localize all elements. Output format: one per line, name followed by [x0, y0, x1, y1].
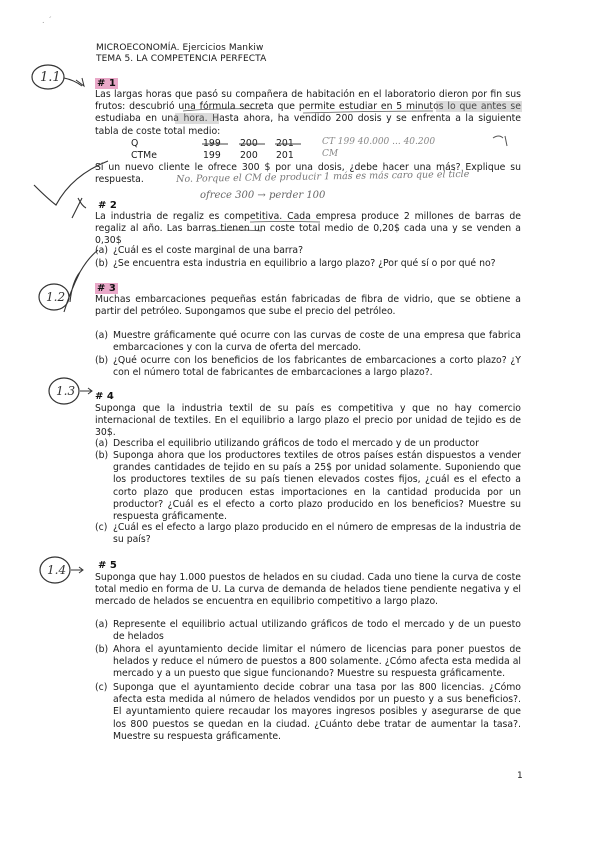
- handwritten-margin-4: 1.3: [56, 384, 76, 398]
- exercise-4-statement: Suponga que la industria textil de su país es competitiva y que no hay comercio internacional de textiles. En el equilibrio a largo plazo el precio por unidad de tejido es de 30$.: [95, 403, 521, 439]
- exercise-2-number: # 2: [98, 200, 117, 211]
- corner-mark: . ´: [42, 16, 52, 25]
- highlight: [175, 113, 219, 124]
- table-cell: 201: [276, 138, 294, 149]
- margin-circle: [49, 378, 79, 404]
- margin-arrow: [80, 388, 92, 394]
- topic-title: TEMA 5. LA COMPETENCIA PERFECTA: [96, 54, 267, 64]
- course-title: MICROECONOMÍA. Ejercicios Mankiw: [96, 43, 264, 53]
- exercise-5-statement: Suponga que hay 1.000 puestos de helados en su ciudad. Cada uno tiene la curva de coste total medio en forma de U. La curva de demanda de helados tiene pendiente negativa y el mercado de helados se encuentra en equilibrio competitivo a largo plazo.: [95, 572, 521, 608]
- highlight: [436, 101, 522, 112]
- table-cell: 201: [276, 150, 294, 161]
- table-label-q: Q: [131, 138, 139, 149]
- page-number: 1: [517, 771, 523, 781]
- exercise-3-statement: Muchas embarcaciones pequeñas están fabricadas de fibra de vidrio, que se obtiene a partir del petróleo. Supongamos que sube el precio del petróleo.: [95, 294, 521, 318]
- table-cell: 199: [203, 138, 221, 149]
- table-label-ctme: CTMe: [131, 150, 157, 161]
- handwritten-cm-note: CM: [322, 149, 339, 159]
- exercise-1-statement: Las largas horas que pasó su compañera de habitación en el laboratorio dieron por fin sus frutos: descubrió una fórmula secreta que permite estudiar en 5 minutos lo que antes se estudiaba en una hora. Hasta ahora, ha vendido 200 dosis y se enfrenta a la siguiente tabla de coste total medio:: [95, 89, 521, 137]
- cross-mark: [72, 198, 86, 218]
- margin-circle: [40, 557, 70, 583]
- handwritten-answer-line2: ofrece 300 → perder 100: [200, 190, 326, 201]
- exercise-1-number: # 1: [97, 78, 116, 89]
- margin-arrow: [64, 78, 84, 86]
- margin-scribble: [64, 250, 98, 312]
- handwritten-margin-3: 1.2: [46, 290, 66, 304]
- handwritten-ct-note: CT 199 40.000 ... 40.200: [322, 137, 436, 147]
- handwritten-margin-1: 1.1: [40, 70, 61, 85]
- scribble: [493, 136, 507, 146]
- check-mark: [34, 161, 108, 205]
- table-cell: 200: [240, 138, 258, 149]
- underline: [212, 222, 320, 232]
- exercise-1-question: Si un nuevo cliente le ofrece 300 $ por una dosis, ¿debe hacer una más? Explique su respuesta.: [95, 162, 521, 186]
- margin-circle: [32, 65, 64, 89]
- table-cell: 199: [203, 150, 221, 161]
- table-cell: 200: [240, 150, 258, 161]
- exercise-5-number: # 5: [98, 560, 117, 571]
- exercise-4-number: # 4: [95, 391, 114, 402]
- handwritten-margin-5: 1.4: [47, 563, 67, 577]
- document-page: MICROECONOMÍA. Ejercicios Mankiw TEMA 5. LA COMPETENCIA PERFECTA # 1 Las largas horas que pasó su compañera de habitación en el laboratorio dieron por fin sus frutos: descubrió una fórmula secreta que permite estudiar en 5 minutos lo que antes se estudiaba en una hora. Hasta ahora, ha vendido 200 dosis y se enfrenta a la siguiente tabla de coste total medio: Q 199 200 201 CTMe 199 200 201 Si un nuevo cliente le ofrece 300 $ por una dosis, ¿debe hacer una más? Explique su respuesta. # 2 La industria de regaliz es competitiva. Cada empresa produce 2 millones de barras de regaliz al año. Las barras tienen un coste total medio de 0,20$ cada una y se venden a 0,30$ (a) ¿Cuál es el coste marginal de una barra? (b) ¿Se encuentra esta industria en equilibrio a largo plazo? ¿Por qué sí o por qué no? # 3 Muchas embarcaciones pequeñas están fabricadas de fibra de vidrio, que se obtiene a partir del petróleo. Supongamos que sube el precio del petróleo. (a) Muestre gráficamente qué ocurre con las curvas de coste de una empresa que fabrica embarcaciones y con la curva de oferta del mercado. (b) ¿Qué ocurre con los beneficios de los fabricantes de embarcaciones a corto plazo? ¿Y con el número total de fabricantes de embarcaciones a largo plazo?. # 4 Suponga que la industria textil de su país es competitiva y que no hay comercio internacional de textiles. En el equilibrio a largo plazo el precio por unidad de tejido es de 30$. (a) Describa el equilibrio utilizando gráficos de todo el mercado y de un productor (b) Suponga ahora que los productores textiles de otros países están dispuestos a vender grandes cantidades de tejido en su país a 25$ por unidad solamente. Suponiendo que los productores textiles de su país tienen elevados costes fijos, ¿cuál es el efecto a corto plazo que producen estas importaciones en la cantidad producida por un productor? ¿Cuál es el efecto a corto plazo producido en los beneficios? Muestre su respuesta gráficamente. (c) ¿Cuál es el efecto a largo plazo producido en el número de empresas de la industria de su país? # 5 Suponga que hay 1.000 puestos de helados en su ciudad. Cada uno tiene la curva de coste total medio en forma de U. La curva de demanda de helados tiene pendiente negativa y el mercado de helados se encuentra en equilibrio competitivo a largo plazo. (a) Represente el equilibrio actual utilizando gráficos de todo el mercado y de un puesto de helados (b) Ahora el ayuntamiento decide limitar el número de licencias para poner puestos de helados y reduce el número de puestos a 800 solamente. ¿Cómo afecta esta medida al mercado y a un puesto que sigue funcionando? Muestre su respuesta gráficamente. (c) Suponga que el ayuntamiento decide cobrar una tasa por las 800 licencias. ¿Cómo afecta esta medida al número de helados vendidos por un puesto y a sus beneficios?. El ayuntamiento quiere recaudar los mayores ingresos posibles y asegurarse de que los 800 puestos se quedan en la ciudad. ¿Cuánto debe tratar de aumentar la tasa?. Muestre su respuesta gráficamente. CT 199 40.000 ... 40.200 CM No. Porque el CM de producir 1 más es más caro que el ticle ofrece 300 → perder 100 1.1 1.2 1.3 1.4 1 . ´: [0, 0, 600, 848]
- margin-arrow: [71, 567, 83, 573]
- exercise-2-statement: La industria de regaliz es competitiva. Cada empresa produce 2 millones de barras de regaliz al año. Las barras tienen un coste total medio de 0,20$ cada una y se venden a 0,30$: [95, 211, 521, 247]
- exercise-3-number: # 3: [97, 283, 116, 294]
- margin-circle: [39, 284, 69, 310]
- underline: [183, 109, 433, 113]
- handwritten-answer-line1: No. Porque el CM de producir 1 más es más caro que el ticle: [176, 168, 470, 185]
